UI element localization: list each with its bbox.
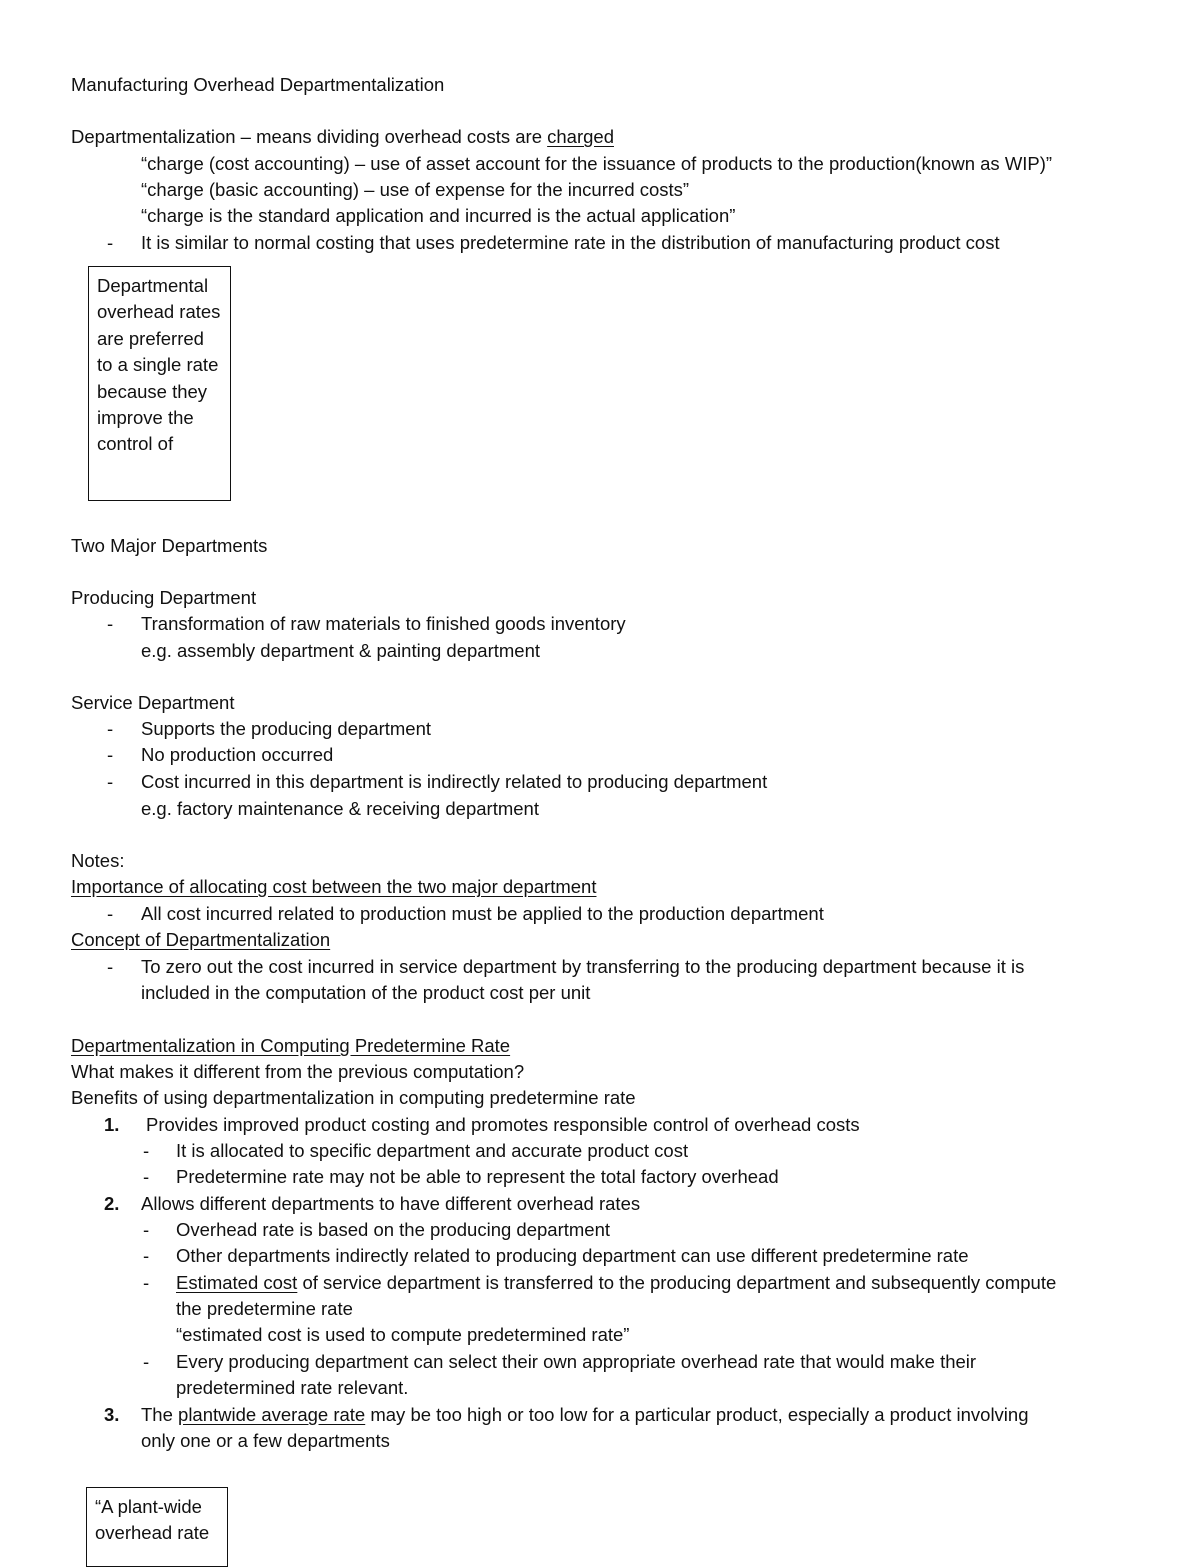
definition-text: Departmentalization – means dividing overhead costs are bbox=[71, 126, 548, 147]
bullet-dash: - bbox=[143, 1245, 150, 1266]
concept-line-2: included in the computation of the product cost per unit bbox=[141, 982, 591, 1003]
benefit-2-sub-4-line-2: predetermined rate relevant. bbox=[176, 1377, 409, 1398]
service-bullet-1: Supports the producing department bbox=[141, 718, 432, 739]
bullet-dash: - bbox=[143, 1351, 150, 1372]
importance-bullet: All cost incurred related to production must be applied to the production department bbox=[141, 903, 824, 924]
bullet-dash: - bbox=[107, 718, 114, 739]
benefit-3-pre: The bbox=[141, 1404, 179, 1425]
document-title: Manufacturing Overhead Departmentalization bbox=[71, 74, 445, 95]
bullet-dash: - bbox=[143, 1219, 150, 1240]
quote-line-1: “charge (cost accounting) – use of asset account for the issuance of products to the production(known as WIP)” bbox=[141, 153, 1053, 174]
bullet-dash: - bbox=[107, 744, 114, 765]
producing-department-heading: Producing Department bbox=[71, 587, 257, 608]
two-major-departments-heading: Two Major Departments bbox=[71, 535, 268, 556]
service-bullet-3: Cost incurred in this department is indirectly related to producing department bbox=[141, 771, 768, 792]
bullet-dash: - bbox=[107, 903, 114, 924]
plantwide-average-rate-underlined: plantwide average rate bbox=[178, 1404, 366, 1425]
definition-underlined: charged bbox=[547, 126, 614, 147]
list-number-1: 1. bbox=[104, 1114, 120, 1135]
benefit-2-sub-4-line-1: Every producing department can select their own appropriate overhead rate that would make their bbox=[176, 1351, 977, 1372]
quote-line-3: “charge is the standard application and incurred is the actual application” bbox=[141, 205, 736, 226]
bullet-dash: - bbox=[143, 1140, 150, 1161]
list-number-3: 3. bbox=[104, 1404, 120, 1425]
predetermine-question: What makes it different from the previous computation? bbox=[71, 1061, 525, 1082]
callout-box-plantwide-rate: “A plant-wide overhead rate bbox=[86, 1487, 228, 1567]
benefit-1-sub-1: It is allocated to specific department and accurate product cost bbox=[176, 1140, 689, 1161]
benefit-3-rest: may be too high or too low for a particular product, especially a product involving bbox=[365, 1404, 1029, 1425]
benefit-2-sub-3-cont: the predetermine rate bbox=[176, 1298, 353, 1319]
estimated-cost-underlined: Estimated cost bbox=[176, 1272, 298, 1293]
service-example: e.g. factory maintenance & receiving department bbox=[141, 798, 539, 819]
bullet-dash: - bbox=[143, 1272, 150, 1293]
bullet-dash: - bbox=[143, 1166, 150, 1187]
benefit-3-text bbox=[141, 1403, 1029, 1427]
benefit-1-text: Provides improved product costing and promotes responsible control of overhead costs bbox=[146, 1114, 860, 1135]
definition-line bbox=[71, 125, 614, 149]
benefit-2-sub-1: Overhead rate is based on the producing department bbox=[176, 1219, 611, 1240]
benefit-2-sub-3-rest: of service department is transferred to the producing department and subsequently compute bbox=[297, 1272, 1057, 1293]
service-department-heading: Service Department bbox=[71, 692, 235, 713]
bullet-dash: - bbox=[107, 956, 114, 977]
benefit-2-text: Allows different departments to have different overhead rates bbox=[141, 1193, 641, 1214]
bullet-dash: - bbox=[107, 771, 114, 792]
benefit-2-sub-3-quote: “estimated cost is used to compute predetermined rate” bbox=[176, 1324, 630, 1345]
producing-bullet: Transformation of raw materials to finished goods inventory bbox=[141, 613, 626, 634]
benefit-3-line-2: only one or a few departments bbox=[141, 1430, 390, 1451]
benefit-2-sub-2: Other departments indirectly related to producing department can use different predetermine rate bbox=[176, 1245, 969, 1266]
concept-heading: Concept of Departmentalization bbox=[71, 929, 331, 950]
similar-note: It is similar to normal costing that uses predetermine rate in the distribution of manufacturing product cost bbox=[141, 232, 1000, 253]
importance-heading: Importance of allocating cost between the two major department bbox=[71, 876, 597, 897]
notes-label: Notes: bbox=[71, 850, 125, 871]
bullet-dash: - bbox=[107, 613, 114, 634]
callout-box-departmental-rates: Departmental overhead rates are preferred to a single rate because they improve the control of bbox=[88, 266, 231, 501]
concept-line-1: To zero out the cost incurred in service department by transferring to the producing department because it is bbox=[141, 956, 1025, 977]
benefit-2-sub-3 bbox=[176, 1271, 1056, 1295]
service-bullet-2: No production occurred bbox=[141, 744, 334, 765]
predetermine-heading: Departmentalization in Computing Predetermine Rate bbox=[71, 1035, 511, 1056]
benefit-1-sub-2: Predetermine rate may not be able to represent the total factory overhead bbox=[176, 1166, 779, 1187]
bullet-dash: - bbox=[107, 232, 114, 253]
quote-line-2: “charge (basic accounting) – use of expense for the incurred costs” bbox=[141, 179, 690, 200]
list-number-2: 2. bbox=[104, 1193, 120, 1214]
producing-example: e.g. assembly department & painting department bbox=[141, 640, 541, 661]
benefits-heading: Benefits of using departmentalization in computing predetermine rate bbox=[71, 1087, 636, 1108]
